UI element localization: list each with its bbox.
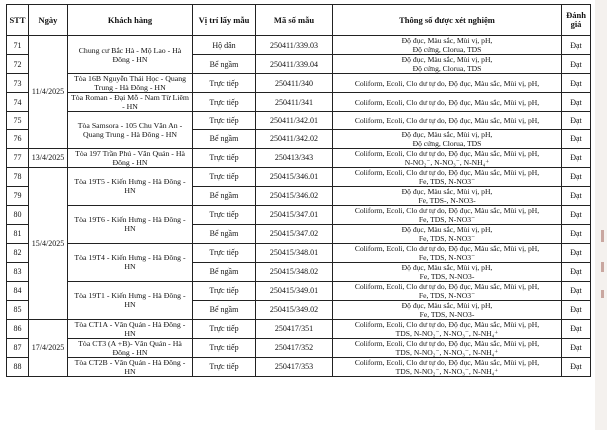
stt-cell: 71 [7,36,29,55]
sample-code-cell: 250411/339.04 [256,55,333,74]
table-row [7,338,591,357]
tests-cell [333,186,562,205]
tests-line: TDS, N-NO₂⁻, N-NO₃⁻, N-NH₄⁺ [395,328,499,338]
tests-line: Độ cứng, Clorua, TDS [412,64,482,73]
rating-cell: Đạt [562,55,591,74]
edge-mark [601,230,604,242]
tests-line: Fe, TDS, N-NO3- [419,271,475,281]
tests-cell [333,129,562,148]
stt-cell: 87 [7,338,29,357]
rating-cell: Đạt [562,186,591,205]
sample-code-cell: 250415/346.02 [256,186,333,205]
tests-cell [333,55,562,74]
table-row [7,148,591,167]
sample-code-cell: 250413/343 [256,148,333,167]
stt-cell: 74 [7,93,29,112]
tests-line: Coliform, Ecoli, Clo dư tự do, Độ đục, Màu sắc, Mùi vị, pH, [354,243,540,253]
customer-cell: Tòa 19T5 - Kiến Hưng - Hà Đông - HN [68,167,193,205]
customer-cell: Tòa 197 Trần Phú - Văn Quán - Hà Đông - HN [68,148,193,167]
customer-cell: Tòa 19T1 - Kiến Hưng - Hà Đông - HN [68,281,193,319]
sampling-location-cell: Bể ngầm [193,186,256,205]
tests-line: TDS, N-NO₂⁻, N-NO₃⁻, N-NH₄⁺ [395,366,499,376]
tests-line: Fe, TDS, N-NO3- [419,309,475,319]
sampling-location-cell: Bể ngầm [193,224,256,243]
sampling-location-cell: Bể ngầm [193,300,256,319]
tests-line: Coliform, Ecoli, Clo dư tự do, Độ đục, Màu sắc, Mùi vị, pH, [354,319,540,329]
tests-line: Độ đục, Màu sắc, Mùi vị, pH, [401,55,493,64]
table-row [7,74,591,93]
tests-cell [333,357,562,376]
sample-code-cell: 250417/351 [256,319,333,338]
header-row [7,5,591,36]
sampling-location-cell: Trực tiếp [193,357,256,376]
stt-cell: 86 [7,319,29,338]
rating-cell: Đạt [562,262,591,281]
tests-cell [333,319,562,338]
rating-cell: Đạt [562,205,591,224]
customer-cell: Tòa Samsora - 105 Chu Văn An - Quang Trung - Hà Đông - HN [68,112,193,149]
tests-line: Độ cứng, Clorua, TDS [412,138,482,148]
rating-cell: Đạt [562,281,591,300]
sampling-location-cell: Trực tiếp [193,93,256,112]
tests-line: Coliform, Ecoli, Clo dư tự do, Độ đục, Màu sắc, Mùi vị, pH, [354,338,540,348]
sample-code-cell: 250415/348.01 [256,243,333,262]
edge-mark [601,290,604,298]
tests-cell [333,224,562,243]
tests-line: TDS, N-NO₂⁻, N-NO₃⁻, N-NH₄⁺ [395,347,499,357]
rating-cell: Đạt [562,129,591,148]
tests-line: Độ đục, Màu sắc, Mùi vị, pH, [401,224,493,234]
customer-cell: Tòa CT1A - Văn Quán - Hà Đông - HN [68,319,193,338]
tests-cell [333,74,562,93]
stt-cell: 82 [7,243,29,262]
tests-line: Độ đục, Màu sắc, Mùi vị, pH, [401,300,493,310]
tests-line: Fe, TDS-, N-NO3- [418,195,476,205]
table-row [7,167,591,186]
tests-line: Độ đục, Màu sắc, Mùi vị, pH, [401,36,493,45]
date-cell: 11/4/2025 [29,36,68,149]
tests-cell [333,36,562,55]
stt-cell: 83 [7,262,29,281]
stt-cell: 78 [7,167,29,186]
stt-cell: 88 [7,357,29,376]
customer-cell: Tòa 16B Nguyễn Thái Học - Quang Trung - Hà Đông - HN [68,74,193,93]
rating-cell: Đạt [562,36,591,55]
sampling-location-cell: Bể ngầm [193,129,256,148]
stt-cell: 84 [7,281,29,300]
rating-cell: Đạt [562,357,591,376]
date-cell: 17/4/2025 [29,319,68,376]
rating-cell: Đạt [562,224,591,243]
tests-line: Coliform, Ecoli, Clo dư tự do, Độ đục, Màu sắc, Mùi vị, pH, [354,357,540,367]
stt-cell: 81 [7,224,29,243]
rating-cell: Đạt [562,93,591,112]
sample-code-cell: 250417/352 [256,338,333,357]
tests-cell [333,205,562,224]
customer-cell: Tòa 19T6 - Kiến Hưng - Hà Đông - HN [68,205,193,243]
stt-cell: 72 [7,55,29,74]
tests-line: Coliform, Ecoli, Clo dư tự do, Độ đục, Màu sắc, Mùi vị, pH, [354,148,540,158]
tests-line: Fe, TDS, N-NO3⁻ [418,176,476,186]
sample-code-cell: 250411/342.02 [256,129,333,148]
sampling-location-cell: Trực tiếp [193,205,256,224]
rating-cell: Đạt [562,167,591,186]
tests-line: Coliform, Ecoli, Clo dư tự do, Độ đục, Màu sắc, Mùi vị, pH, [354,167,540,177]
tests-line: Fe, TDS, N-NO3⁻ [418,233,476,243]
sampling-location-cell: Trực tiếp [193,148,256,167]
tests-cell [333,300,562,319]
stt-cell: 73 [7,74,29,93]
sample-code-cell: 250411/339.03 [256,36,333,55]
sample-code-cell: 250411/341 [256,93,333,112]
sampling-location-cell: Trực tiếp [193,319,256,338]
stt-cell: 80 [7,205,29,224]
customer-cell: Tòa Roman - Đại Mỗ - Nam Từ Liêm - HN [68,93,193,112]
sampling-location-cell: Trực tiếp [193,281,256,300]
tests-cell [333,281,562,300]
header-date: Ngày [29,5,68,36]
rating-cell: Đạt [562,300,591,319]
customer-cell: Tòa 19T4 - Kiến Hưng - Hà Đông - HN [68,243,193,281]
customer-cell: Tòa CT2B - Văn Quán - Hà Đông - HN [68,357,193,376]
tests-cell [333,338,562,357]
header-customer: Khách hàng [68,5,193,36]
sampling-location-cell: Trực tiếp [193,338,256,357]
date-cell: 15/4/2025 [29,167,68,319]
tests-line: Coliform, Ecoli, Clo dư tự do, Độ đục, Màu sắc, Mùi vị, pH, [354,78,540,88]
table-row [7,93,591,112]
header-stt: STT [7,5,29,36]
tests-line: Coliform, Ecoli, Clo dư tự do, Độ đục, Màu sắc, Mùi vị, pH, [354,97,540,107]
tests-line: N-NO₂⁻, N-NO₃⁻, N-NH₄⁺ [404,157,490,167]
stt-cell: 75 [7,112,29,130]
sampling-location-cell: Trực tiếp [193,167,256,186]
table-row [7,36,591,55]
table-row [7,112,591,130]
table-row [7,319,591,338]
tests-line: Fe, TDS, N-NO3⁻ [418,252,476,262]
tests-line: Độ đục, Màu sắc, Mùi vị, pH, [401,129,493,139]
page-edge [595,0,607,430]
header-sample-code: Mã số mẫu [256,5,333,36]
stt-cell: 76 [7,129,29,148]
tests-line: Coliform, Ecoli, Clo dư tự do, Độ đục, Màu sắc, Mùi vị, pH, [354,205,540,215]
sample-code-cell: 250411/342.01 [256,112,333,130]
test-results-table [6,4,591,377]
sample-code-cell: 250415/349.01 [256,281,333,300]
sample-code-cell: 250415/347.02 [256,224,333,243]
tests-line: Coliform, Ecoli, Clo dư tự do, Độ đục, Màu sắc, Mùi vị, pH, [354,281,540,291]
sampling-location-cell: Bể ngầm [193,262,256,281]
stt-cell: 79 [7,186,29,205]
tests-line: Fe, TDS, N-NO3⁻ [418,214,476,224]
sampling-location-cell: Hộ dân [193,36,256,55]
tests-cell [333,167,562,186]
rating-cell: Đạt [562,338,591,357]
rating-cell: Đạt [562,74,591,93]
sample-code-cell: 250415/347.01 [256,205,333,224]
sampling-location-cell: Trực tiếp [193,243,256,262]
sample-code-cell: 250417/353 [256,357,333,376]
tests-line: Fe, TDS, N-NO3⁻ [418,290,476,300]
tests-cell [333,148,562,167]
header-tests: Thông số được xét nghiệm [333,5,562,36]
rating-cell: Đạt [562,243,591,262]
sample-code-cell: 250415/348.02 [256,262,333,281]
table-row [7,205,591,224]
tests-line: Coliform, Ecoli, Clo dư tự do, Độ đục, Màu sắc, Mùi vị, pH, [354,115,540,125]
customer-cell: Chung cư Bắc Hà - Mộ Lao - Hà Đông - HN [68,36,193,74]
header-rating: Đánh giá [562,5,591,36]
table-row [7,243,591,262]
tests-cell [333,93,562,112]
rating-cell: Đạt [562,319,591,338]
table-row [7,281,591,300]
tests-cell [333,243,562,262]
sample-code-cell: 250411/340 [256,74,333,93]
sample-code-cell: 250415/346.01 [256,167,333,186]
sample-code-cell: 250415/349.02 [256,300,333,319]
rating-cell: Đạt [562,148,591,167]
tests-line: Độ cứng, Clorua, TDS [412,45,482,54]
header-sampling-location: Vị trí lấy mẫu [193,5,256,36]
sampling-location-cell: Trực tiếp [193,74,256,93]
customer-cell: Tòa CT3 (A +B)- Văn Quán - Hà Đông - HN [68,338,193,357]
rating-cell: Đạt [562,112,591,130]
sampling-location-cell: Trực tiếp [193,112,256,130]
stt-cell: 85 [7,300,29,319]
stt-cell: 77 [7,148,29,167]
tests-line: Độ đục, Màu sắc, Mùi vị, pH, [401,186,493,196]
table-row [7,357,591,376]
sampling-location-cell: Bể ngầm [193,55,256,74]
date-cell: 13/4/2025 [29,148,68,167]
tests-line: Độ đục, Màu sắc, Mùi vị, pH, [401,262,493,272]
tests-cell [333,262,562,281]
edge-mark [601,262,604,272]
tests-cell [333,112,562,130]
